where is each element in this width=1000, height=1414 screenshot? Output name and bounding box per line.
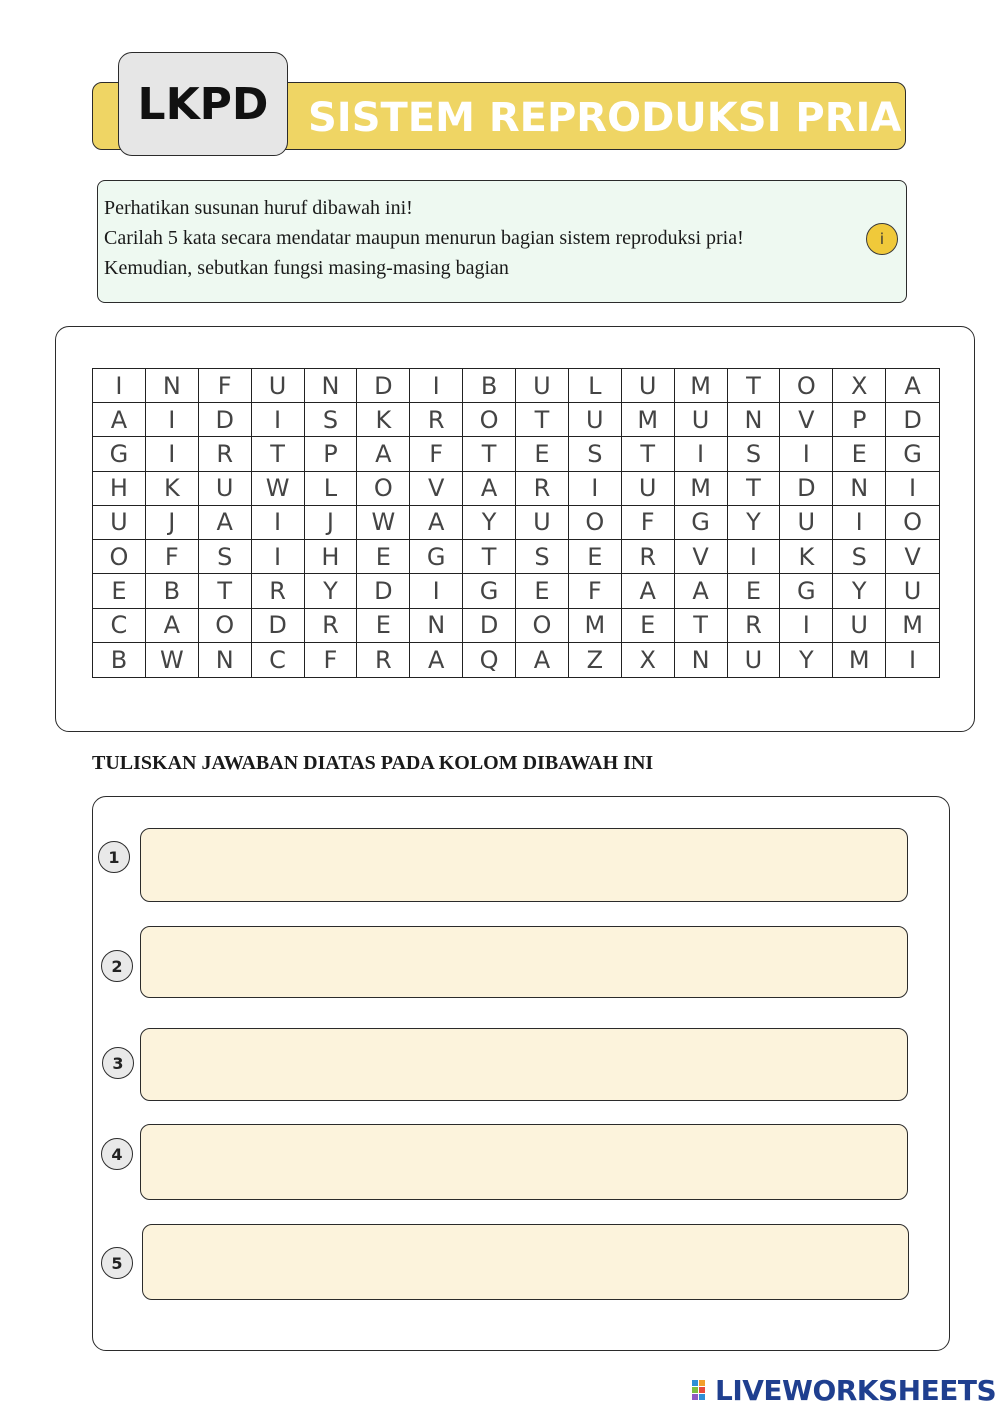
grid-cell: K xyxy=(780,540,833,574)
grid-cell: T xyxy=(622,437,675,471)
grid-cell: U xyxy=(675,403,728,437)
grid-cell: U xyxy=(516,506,569,540)
word-search-grid xyxy=(92,368,940,678)
grid-cell: W xyxy=(252,472,305,506)
grid-cell: O xyxy=(886,506,939,540)
grid-cell: A xyxy=(516,643,569,677)
grid-cell: T xyxy=(463,437,516,471)
grid-cell: U xyxy=(93,506,146,540)
grid-cell: C xyxy=(93,609,146,643)
grid-cell: C xyxy=(252,643,305,677)
grid-cell: E xyxy=(728,574,781,608)
grid-cell: S xyxy=(516,540,569,574)
grid-cell: D xyxy=(252,609,305,643)
grid-cell: I xyxy=(569,472,622,506)
grid-cell: Y xyxy=(833,574,886,608)
grid-cell: R xyxy=(357,643,410,677)
grid-cell: U xyxy=(728,643,781,677)
instruction-line-1: Perhatikan susunan huruf dibawah ini! xyxy=(104,197,413,219)
info-icon[interactable]: i xyxy=(866,223,898,255)
grid-cell: D xyxy=(463,609,516,643)
grid-cell: I xyxy=(410,369,463,403)
grid-cell: B xyxy=(146,574,199,608)
grid-cell: I xyxy=(252,540,305,574)
grid-cell: U xyxy=(833,609,886,643)
answer-number-2: 2 xyxy=(101,950,133,982)
instruction-line-2: Carilah 5 kata secara mendatar maupun menurun bagian sistem reproduksi pria! xyxy=(104,227,744,249)
grid-cell: U xyxy=(780,506,833,540)
grid-cell: D xyxy=(886,403,939,437)
grid-cell: U xyxy=(516,369,569,403)
grid-cell: R xyxy=(728,609,781,643)
grid-cell: G xyxy=(410,540,463,574)
grid-cell: O xyxy=(357,472,410,506)
grid-cell: K xyxy=(357,403,410,437)
grid-cell: S xyxy=(199,540,252,574)
grid-cell: N xyxy=(305,369,358,403)
grid-cell: I xyxy=(675,437,728,471)
grid-cell: N xyxy=(833,472,886,506)
grid-cell: L xyxy=(569,369,622,403)
grid-cell: I xyxy=(252,403,305,437)
answer-input-4[interactable] xyxy=(140,1124,908,1200)
page-title: SISTEM REPRODUKSI PRIA xyxy=(308,95,902,141)
grid-cell: E xyxy=(93,574,146,608)
grid-cell: V xyxy=(675,540,728,574)
grid-cell: E xyxy=(357,540,410,574)
grid-cell: I xyxy=(146,403,199,437)
grid-cell: E xyxy=(569,540,622,574)
answer-number-1: 1 xyxy=(98,841,130,873)
grid-cell: M xyxy=(622,403,675,437)
grid-cell: S xyxy=(305,403,358,437)
grid-cell: A xyxy=(93,403,146,437)
grid-cell: S xyxy=(569,437,622,471)
grid-cell: S xyxy=(728,437,781,471)
grid-cell: B xyxy=(93,643,146,677)
grid-cell: E xyxy=(516,574,569,608)
grid-cell: E xyxy=(622,609,675,643)
grid-cell: O xyxy=(199,609,252,643)
grid-cell: O xyxy=(780,369,833,403)
grid-cell: I xyxy=(252,506,305,540)
grid-cell: I xyxy=(780,437,833,471)
grid-cell: R xyxy=(199,437,252,471)
grid-cell: M xyxy=(675,369,728,403)
grid-cell: M xyxy=(569,609,622,643)
grid-cell: W xyxy=(357,506,410,540)
grid-cell: V xyxy=(410,472,463,506)
answer-input-3[interactable] xyxy=(140,1028,908,1101)
grid-cell: T xyxy=(728,472,781,506)
grid-cell: D xyxy=(357,574,410,608)
grid-cell: R xyxy=(252,574,305,608)
lkpd-badge: LKPD xyxy=(118,52,288,156)
grid-cell: W xyxy=(146,643,199,677)
grid-cell: F xyxy=(410,437,463,471)
grid-cell: X xyxy=(833,369,886,403)
grid-cell: A xyxy=(622,574,675,608)
grid-cell: A xyxy=(146,609,199,643)
grid-cell: V xyxy=(780,403,833,437)
grid-cell: U xyxy=(622,472,675,506)
grid-cell: F xyxy=(569,574,622,608)
grid-cell: A xyxy=(463,472,516,506)
grid-cell: B xyxy=(463,369,516,403)
grid-cell: N xyxy=(728,403,781,437)
grid-cell: H xyxy=(305,540,358,574)
grid-cell: M xyxy=(833,643,886,677)
grid-cell: I xyxy=(146,437,199,471)
grid-cell: T xyxy=(199,574,252,608)
grid-cell: A xyxy=(199,506,252,540)
grid-cell: Y xyxy=(780,643,833,677)
grid-cell: G xyxy=(886,437,939,471)
answer-input-1[interactable] xyxy=(140,828,908,902)
grid-cell: T xyxy=(463,540,516,574)
grid-cell: D xyxy=(199,403,252,437)
grid-cell: O xyxy=(93,540,146,574)
grid-cell: G xyxy=(93,437,146,471)
grid-cell: Y xyxy=(463,506,516,540)
answer-input-2[interactable] xyxy=(140,926,908,998)
grid-cell: R xyxy=(516,472,569,506)
grid-cell: G xyxy=(675,506,728,540)
grid-cell: F xyxy=(146,540,199,574)
grid-cell: O xyxy=(516,609,569,643)
grid-cell: D xyxy=(780,472,833,506)
grid-cell: A xyxy=(357,437,410,471)
grid-cell: E xyxy=(516,437,569,471)
answer-number-5: 5 xyxy=(101,1247,133,1279)
grid-cell: N xyxy=(146,369,199,403)
liveworksheets-brand: LIVEWORKSHEETS xyxy=(715,1373,997,1407)
grid-cell: T xyxy=(252,437,305,471)
grid-cell: J xyxy=(305,506,358,540)
grid-cell: V xyxy=(886,540,939,574)
liveworksheets-logo xyxy=(692,1372,996,1408)
grid-cell: A xyxy=(675,574,728,608)
grid-cell: O xyxy=(569,506,622,540)
grid-cell: R xyxy=(305,609,358,643)
grid-cell: I xyxy=(780,609,833,643)
grid-cell: S xyxy=(833,540,886,574)
grid-cell: U xyxy=(199,472,252,506)
grid-cell: I xyxy=(833,506,886,540)
grid-cell: A xyxy=(410,506,463,540)
instructions-box xyxy=(97,180,907,303)
grid-cell: J xyxy=(146,506,199,540)
grid-cell: L xyxy=(305,472,358,506)
grid-cell: Y xyxy=(728,506,781,540)
grid-cell: D xyxy=(357,369,410,403)
grid-cell: A xyxy=(410,643,463,677)
grid-cell: I xyxy=(410,574,463,608)
grid-cell: Y xyxy=(305,574,358,608)
grid-cell: F xyxy=(622,506,675,540)
grid-cell: F xyxy=(305,643,358,677)
grid-cell: A xyxy=(886,369,939,403)
grid-cell: G xyxy=(780,574,833,608)
grid-cell: Q xyxy=(463,643,516,677)
grid-cell: G xyxy=(463,574,516,608)
grid-cell: N xyxy=(675,643,728,677)
grid-cell: R xyxy=(410,403,463,437)
answer-heading: TULISKAN JAWABAN DIATAS PADA KOLOM DIBAWAH INI xyxy=(92,752,654,774)
grid-cell: U xyxy=(622,369,675,403)
grid-cell: N xyxy=(410,609,463,643)
answer-number-3: 3 xyxy=(102,1047,134,1079)
grid-cell: M xyxy=(886,609,939,643)
liveworksheets-mark-icon xyxy=(692,1378,712,1402)
grid-cell: Z xyxy=(569,643,622,677)
grid-cell: X xyxy=(622,643,675,677)
grid-cell: I xyxy=(886,472,939,506)
grid-cell: T xyxy=(728,369,781,403)
instruction-line-3: Kemudian, sebutkan fungsi masing-masing bagian xyxy=(104,257,509,279)
grid-cell: I xyxy=(909,645,917,674)
grid-cell: T xyxy=(516,403,569,437)
grid-cell: H xyxy=(93,472,146,506)
grid-cell: U xyxy=(569,403,622,437)
grid-cell: T xyxy=(675,609,728,643)
grid-cell: E xyxy=(357,609,410,643)
grid-cell: U xyxy=(252,369,305,403)
grid-cell: K xyxy=(146,472,199,506)
grid-cell: P xyxy=(305,437,358,471)
grid-cell: R xyxy=(622,540,675,574)
grid-cell: E xyxy=(833,437,886,471)
grid-cell: N xyxy=(199,643,252,677)
grid-cell: I xyxy=(728,540,781,574)
answer-input-5[interactable] xyxy=(142,1224,909,1300)
grid-cell: U xyxy=(886,574,939,608)
answer-number-4: 4 xyxy=(101,1138,133,1170)
grid-cell: M xyxy=(675,472,728,506)
grid-cell: P xyxy=(833,403,886,437)
grid-cell: I xyxy=(93,369,146,403)
grid-cell: O xyxy=(463,403,516,437)
grid-cell: F xyxy=(199,369,252,403)
